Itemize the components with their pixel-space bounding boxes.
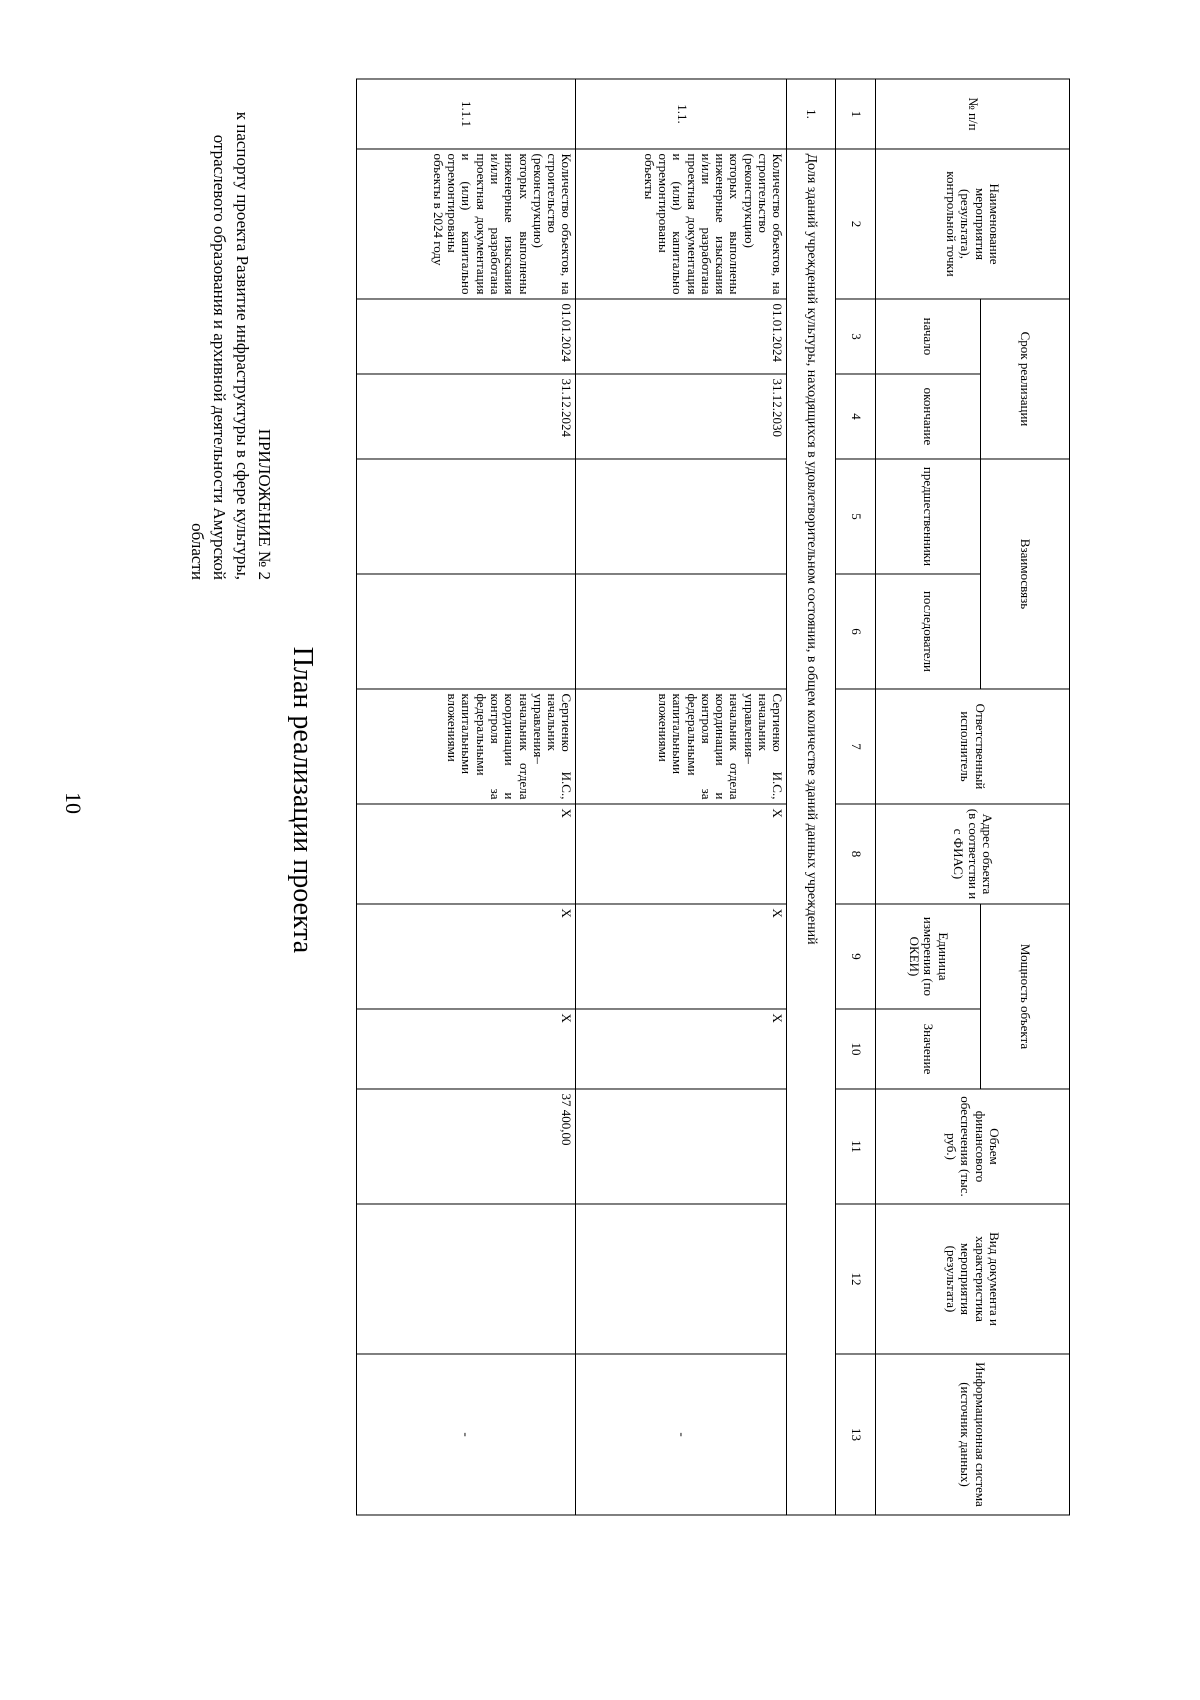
header-address: Адрес объекта (в соответстви и с ФИАС) — [875, 804, 1069, 904]
header-predecessors: предшественники — [875, 459, 980, 574]
implementation-plan-table — [356, 78, 1070, 1515]
appendix-block — [185, 20, 275, 580]
row-end-date: 31.12.2030 — [576, 374, 787, 459]
header-start: начало — [875, 299, 980, 374]
header-value: Значение — [875, 1009, 980, 1089]
col-number: 7 — [835, 689, 875, 804]
table-row — [357, 79, 576, 1515]
header-name: Наименование мероприятия (результата), контрольной точки — [875, 149, 1069, 299]
col-number: 13 — [835, 1354, 875, 1515]
row-number: 1.1.1 — [357, 79, 576, 149]
row-responsible: Сергиенко И.С., начальник управления– начальник отдела координации и контроля за федеральными капитальными вложениями — [357, 689, 576, 804]
appendix-line-3: области — [187, 523, 207, 580]
table-row — [576, 79, 787, 1515]
column-numbers-row — [835, 79, 875, 1515]
page-number: 10 — [61, 792, 86, 814]
col-number: 8 — [835, 804, 875, 904]
col-number: 3 — [835, 299, 875, 374]
col-number: 11 — [835, 1089, 875, 1204]
col-number: 1 — [835, 79, 875, 149]
header-period: Срок реализации — [981, 299, 1070, 459]
row-start-date: 01.01.2024 — [576, 299, 787, 374]
header-responsible: Ответственный исполнитель — [875, 689, 1069, 804]
row-unit: X — [576, 904, 787, 1009]
header-num: № п/п — [875, 79, 1069, 149]
row-doctype — [357, 1204, 576, 1354]
row-successors — [357, 574, 576, 689]
row-doctype — [576, 1204, 787, 1354]
row-predecessors — [576, 459, 787, 574]
header-successors: последователи — [875, 574, 980, 689]
row-successors — [576, 574, 787, 689]
section-title: Доля зданий учреждений культуры, находящихся в удовлетворительном состоянии, в общем количестве зданий данных учреждений — [787, 149, 836, 1515]
col-number: 5 — [835, 459, 875, 574]
row-volume: 37 400,00 — [357, 1089, 576, 1204]
row-number: 1.1. — [576, 79, 787, 149]
row-predecessors — [357, 459, 576, 574]
row-value: X — [357, 1009, 576, 1089]
row-value: X — [576, 1009, 787, 1089]
col-number: 9 — [835, 904, 875, 1009]
col-number: 10 — [835, 1009, 875, 1089]
header-unit: Единица измерения (по ОКЕИ) — [875, 904, 980, 1009]
header-end: окончание — [875, 374, 980, 459]
header-infosys: Информационная система (источник данных) — [875, 1354, 1069, 1515]
page-title: План реализации проекта — [287, 646, 318, 954]
header-capacity: Мощность объекта — [981, 904, 1070, 1089]
header-row-top — [981, 79, 1070, 1515]
section-number: 1. — [787, 79, 836, 149]
col-number: 12 — [835, 1204, 875, 1354]
row-start-date: 01.01.2024 — [357, 299, 576, 374]
header-volume: Объем финансового обеспечения (тыс. руб.) — [875, 1089, 1069, 1204]
row-volume — [576, 1089, 787, 1204]
row-name: Количество объектов, на строительство (реконструкцию) которых выполнены инженерные изыскания и/или разработана проектная документация и (или) капитально отремонтированы объекты в 2024 году — [357, 149, 576, 299]
row-unit: X — [357, 904, 576, 1009]
row-infosys: - — [576, 1354, 787, 1515]
row-name: Количество объектов, на строительство (реконструкцию) которых выполнены инженерные изыскания и/или разработана проектная документация и (или) капитально отремонтированы объекты — [576, 149, 787, 299]
header-relation: Взаимосвязь — [981, 459, 1070, 689]
header-doctype: Вид документа и характеристика мероприятия (результата) — [875, 1204, 1069, 1354]
row-responsible: Сергиенко И.С., начальник управления– начальник отдела координации и контроля за федеральными капитальными вложениями — [576, 689, 787, 804]
row-address: X — [357, 804, 576, 904]
appendix-line-2: отраслевого образования и архивной деятельности Амурской — [210, 134, 229, 580]
row-end-date: 31.12.2024 — [357, 374, 576, 459]
row-address: X — [576, 804, 787, 904]
appendix-heading: ПРИЛОЖЕНИЕ № 2 — [254, 428, 274, 580]
appendix-line-1: к паспорту проекта Развитие инфраструктуры в сфере культуры, — [232, 111, 252, 580]
col-number: 4 — [835, 374, 875, 459]
col-number: 2 — [835, 149, 875, 299]
col-number: 6 — [835, 574, 875, 689]
section-row — [787, 79, 836, 1515]
row-infosys: - — [357, 1354, 576, 1515]
